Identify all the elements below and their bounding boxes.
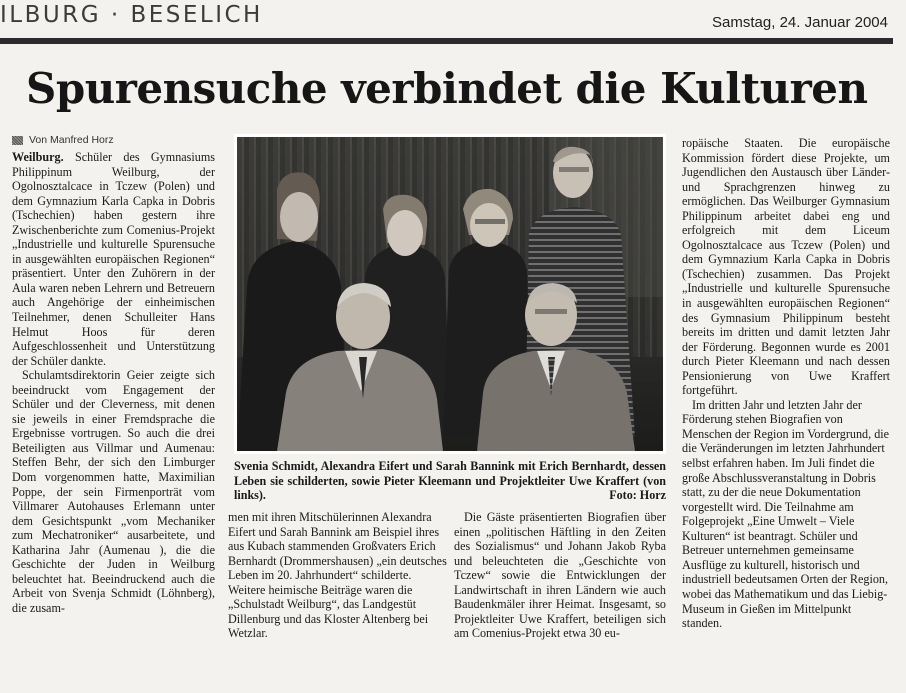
dateline: Weilburg.	[12, 150, 64, 164]
group-photo-image	[237, 137, 663, 451]
article-column-2	[228, 510, 448, 641]
byline-text: Von Manfred Horz	[29, 134, 114, 146]
article-photo	[234, 134, 666, 454]
masthead-rule	[0, 38, 893, 44]
paragraph-4: Die Gäste präsentierten Biografien über einen „politischen Häftling in den Zeiten des Sozialismus“ und Johann Jakob Ryba und beleuchteten die „Geschichte von Tczew“ sowie die Entwicklungen der Landwirtschaft in ihren Ländern wie auch Baudenkmäler ihrer Heimat. Insgesamt, so Projektleiter Uwe Kraffert, beteiligen sich am Comenius-Projekt etwa 30 eu-	[454, 510, 666, 641]
article-column-3	[454, 510, 666, 641]
paragraph-3: men mit ihren Mitschülerinnen Alexandra Eifert und Sarah Bannink am Beispiel ihres aus Kubach stammenden Großvaters Erich Bernhardt (Drommershausen) „ein deutsches Leben im 20. Jahrhundert“ schilderte. Weitere heimische Beiträge waren die „Schulstadt Weilburg“, das Landgestüt Dillenburg und das Kloster Altenberg bei Wetzlar.	[228, 510, 447, 641]
paragraph-2: Schulamtsdirektorin Geier zeigte sich beeindruckt vom Engagement der Schüler und der Cleverness, mit denen sie jeweils in einer Fremdsprache die Ergebnisse vortrugen. So auch die drei Beteiligten aus Villmar und Aumenau: Steffen Behr, der sich den Limburger Dom vorgenommen hatte, Maximilian Poppe, der sein Firmenporträt vom Villmarer Autohauses Erlemann unter dem Gesichtspunkt „vom Mechaniker zum Mechatroniker“ ausarbeitete, und Katharina Jahr (Aumenau ), die die Geschichte der Juden in Weilburg beleuchtet hat. Beeindruckend auch die Arbeit von Svenja Schmidt (Löhnberg), die zusam-	[12, 368, 215, 615]
issue-date: Samstag, 24. Januar 2004	[712, 14, 888, 31]
paragraph-6: Im dritten Jahr und letzten Jahr der Förderung stehen Biografien von Menschen der Region im Vordergrund, die die Veränderungen im letzten Jahrhundert selbst erfahren haben. Im Juli findet die große Abschlussveranstaltung in Dobris statt, zu der die neue Dokumentation vorgestellt wird. Die Teilnahme am Folgeprojekt „Eine Umwelt – Viele Kulturen“ ist beantragt. Schüler und Betreuer unternehmen gemeinsame Ausflüge zu kulturell, historisch und industriell bedeutsamen Orten der Region, wobei das Mathematikum und das Liebig-Museum in Gießen im Mittelpunkt standen.	[682, 397, 890, 631]
article-column-4	[682, 136, 890, 631]
paragraph-intro	[12, 150, 215, 368]
section-title: ILBURG · BESELICH	[0, 2, 263, 28]
paragraph-intro-text: Schüler des Gymnasiums Philippinum Weilburg, der Ogolnosztalcace in Tczew (Polen) und dem Gymnazium Karla Capka in Dobris (Tschechien) haben gestern ihre Zwischenberichte zum Comenius-Projekt „Industrielle und kulturelle Spurensuche in ausgewählten europäischen Regionen“ präsentiert. Unter den Zuhörern in der Aula waren neben Lehrern und Betreuern auch Angehörige der einheimischen Teilnehmer, denen Schulleiter Hans Helmut Hoos für deren Aufgeschlossenheit und Unterstützung der Schüler dankte.	[12, 150, 215, 368]
byline-square-icon	[12, 136, 23, 145]
article-column-1	[12, 150, 215, 616]
photo-caption-text: Svenia Schmidt, Alexandra Eifert und Sarah Bannink mit Erich Bernhardt, dessen Leben sie schilderten, sowie Pieter Kleemann und Projektleiter Uwe Kraffert (von links).	[234, 459, 666, 503]
photo-credit: Foto: Horz	[609, 488, 666, 503]
photo-caption	[234, 459, 666, 503]
paragraph-5: ropäische Staaten. Die europäische Kommission fördert diese Projekte, um Jugendlichen den Austausch über Länder- und Sprachgrenzen hinweg zu ermöglichen. Das Weilburger Gymnasium Philippinum arbeitet dabei eng und erfolgreich mit dem Liceum Ogolnosztalcace aus Tczew (Polen) und dem Gymnazium Karla Capka in Dobris (Tschechien) zusammen. Das Projekt „Industrielle und kulturelle Spurensuche in ausgewählten europäischen Regionen“ des Gymnasium Philippinum besteht bereits im dritten und damit letzten Jahr der Förderung. Begonnen wurde es 2001 durch Pieter Kleemann und nach dessen Pensionierung von Uwe Kraffert fortgeführt.	[682, 136, 890, 398]
article-headline: Spurensuche verbindet die Kulturen	[26, 64, 868, 113]
byline	[12, 134, 114, 146]
